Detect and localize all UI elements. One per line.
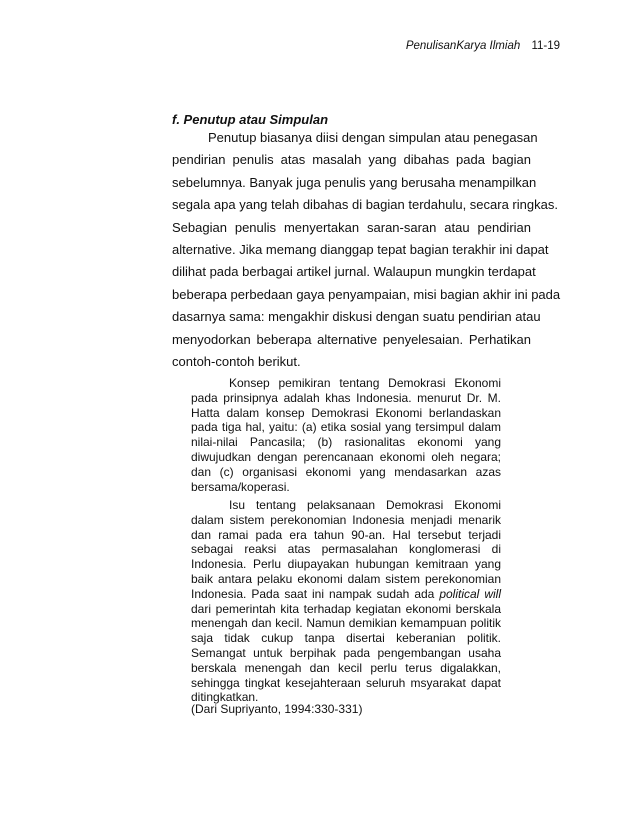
quote-line: berskala menengah dan kecil perlu terus digalakkan, xyxy=(191,660,501,675)
body-paragraph xyxy=(172,127,561,373)
body-line: menyodorkan beberapa alternative penyelesaian. Perhatikan xyxy=(172,331,531,347)
quote-line: Isu tentang pelaksanaan Demokrasi Ekonomi xyxy=(229,498,501,512)
quote-line: dan ramai pada era tahun 90-an. Hal tersebut terjadi xyxy=(191,527,501,542)
quote-line: bersama/koperasi. xyxy=(191,479,290,494)
quote-line: pada prinsipnya adalah khas Indonesia. menurut Dr. M. xyxy=(191,390,501,405)
quote-line: baik antara pelaku ekonomi dalam sistem perekonomian xyxy=(191,571,501,586)
quote-line: diwujudkan dengan perencanaan ekonomi oleh negara; xyxy=(191,449,501,464)
example-quote-2 xyxy=(191,498,501,705)
quote-line: Semangat untuk berpihak pada pengembangan usaha xyxy=(191,645,501,660)
quote-line-text: Indonesia. Pada saat ini nampak sudah ada xyxy=(191,586,440,601)
quote-line xyxy=(191,587,501,602)
body-line: alternative. Jika memang dianggap tepat bagian terakhir ini dapat xyxy=(172,242,549,258)
quote-line: ditingkatkan. xyxy=(191,690,259,705)
body-line: segala apa yang telah dibahas di bagian terdahulu, secara ringkas. xyxy=(172,197,558,213)
quote-line: menengah dan kecil. Namun demikian kemampuan politik xyxy=(191,616,501,631)
quote-line: sebagai reaksi atas permasalahan konglomerasi di xyxy=(191,542,501,557)
quote-line: sehingga tingkat kesejahteraan seluruh msyarakat dapat xyxy=(191,675,501,690)
example-quote-1 xyxy=(191,376,501,494)
body-line: Sebagian penulis menyertakan saran-saran atau pendirian xyxy=(172,219,531,235)
quote-line: dari pemerintah kita terhadap kegiatan ekonomi berskala xyxy=(191,601,501,616)
quote-line: nilai-nilai Pancasila; (b) rasionalitas ekonomi yang xyxy=(191,435,501,450)
body-line: contoh-contoh berikut. xyxy=(172,354,301,370)
quote-line: dan (c) organisasi ekonomi yang mendasarkan azas xyxy=(191,464,501,479)
running-title: PenulisanKarya Ilmiah xyxy=(405,40,521,52)
quote-line: Hatta dalam konsep Demokrasi Ekonomi berlandaskan xyxy=(191,405,501,420)
page-number: 11-19 xyxy=(531,40,560,52)
citation: (Dari Supriyanto, 1994:330-331) xyxy=(191,702,363,716)
body-line: beberapa perbedaan gaya penyampaian, misi bagian akhir ini pada xyxy=(172,286,561,302)
quote-line: Indonesia. Perlu diupayakan hubungan kemitraan yang xyxy=(191,557,501,572)
italic-phrase: political will xyxy=(439,586,501,601)
body-line: dilihat pada berbagai artikel jurnal. Walaupun mungkin terdapat xyxy=(172,264,536,280)
body-line: dasarnya sama: mengakhir diskusi dengan suatu pendirian atau xyxy=(172,309,541,325)
body-line: pendirian penulis atas masalah yang dibahas pada bagian xyxy=(172,152,531,168)
body-line: Penutup biasanya diisi dengan simpulan atau penegasan xyxy=(208,130,538,145)
quote-line: pada tiga hal, yaitu: (a) etika sosial yang tersimpul dalam xyxy=(191,420,501,435)
running-header xyxy=(406,40,560,52)
body-line: sebelumnya. Banyak juga penulis yang berusaha menampilkan xyxy=(172,174,537,190)
quote-line: dalam sistem perekonomian Indonesia menjadi menarik xyxy=(191,512,501,527)
section-title: f. Penutup atau Simpulan xyxy=(172,112,329,127)
quote-line: Konsep pemikiran tentang Demokrasi Ekonomi xyxy=(229,376,501,390)
quote-line: saja tidak cukup tanpa disertai keberanian politik. xyxy=(191,631,501,646)
